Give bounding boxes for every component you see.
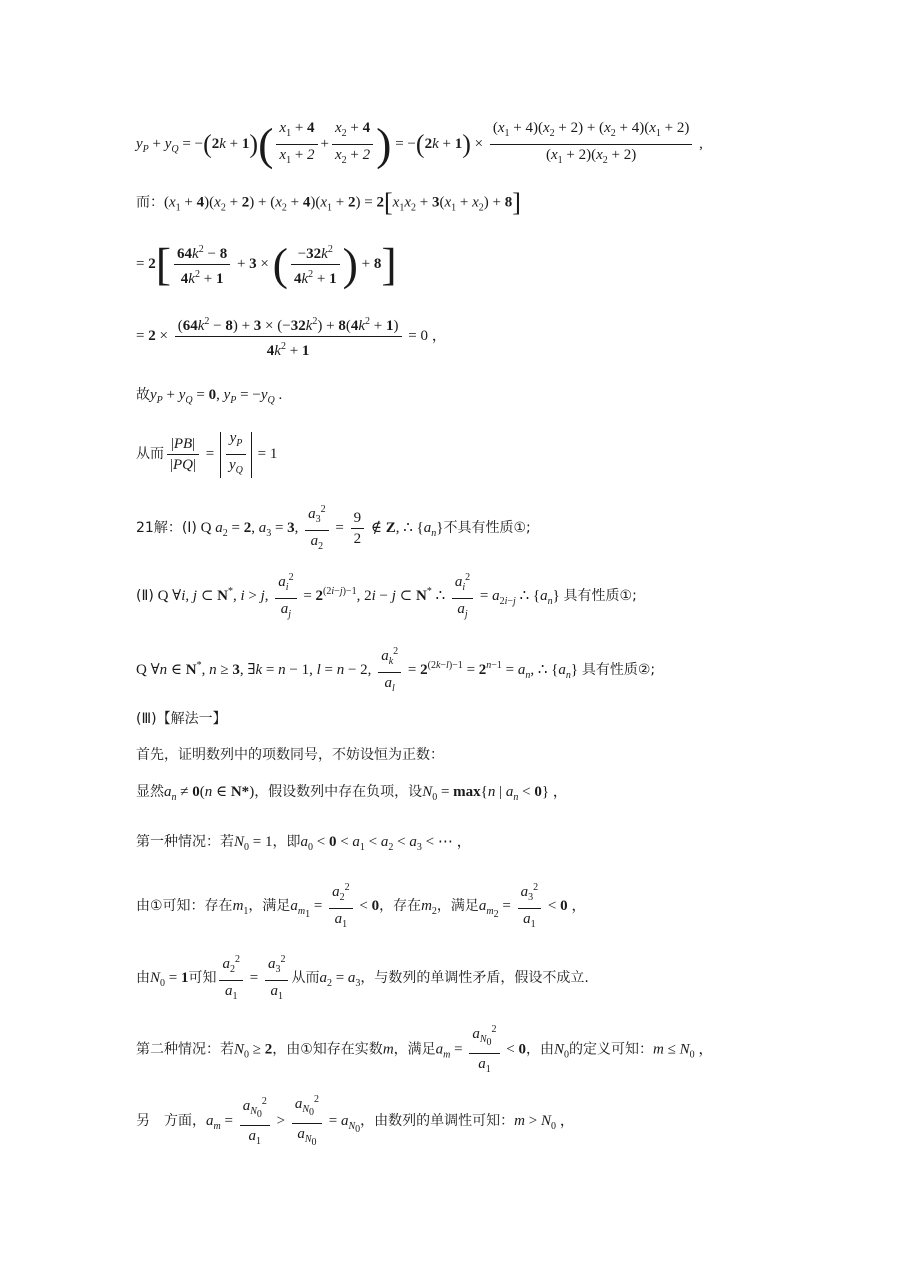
label-mono: ，由数列的单调性可知： — [360, 1112, 515, 1129]
label-conger2: 从而 — [291, 969, 320, 986]
label-has-prop2: 具有性质②; — [581, 661, 656, 678]
label-xianran: 显然 — [136, 784, 164, 800]
solution-21-part2-prop1: (Ⅱ) Q ∀i, j ⊂ N*, i > j, $\frac{a_i^2}{a_j}$ = $2^{(2i-j)-1}$, 2i − j ⊂ N* ∴ $\frac{a_i^2}{a_j}$ = $a_{2i-j}$ ∴ $\{a_n\}$ 具有性质①; — [136, 568, 637, 625]
conclusion-ratio: 从而 $\frac{|PB|}{|PQ|}$ = $\frac{y_P}{y_Q}$ = 1 — [136, 430, 278, 476]
label-cunzai: ，存在 — [379, 897, 422, 914]
label-kezhi: 可知 — [188, 969, 217, 986]
label-gu: 故 — [136, 387, 150, 403]
label-case1: 第一种情况：若 — [136, 834, 234, 850]
first-statement: 首先，证明数列中的项数同号，不妨设恒为正数： — [136, 747, 444, 763]
solution-21-part1: 21解：(Ⅰ) Q $a_2 = 2$, $a_3 = 3$, $\frac{a_3^2}{a_2}$ = $\frac{9}{2}$ ∉ Z, ∴ $\{a_n\}$不具有性质①; — [136, 500, 531, 557]
label-conger: 从而 — [136, 445, 164, 462]
assume-negative: 显然$a_n \ne 0(n$ ∈ N*)，假设数列中存在负项，设$N_0 = \max\{n$ | $a_n < 0$} ， — [136, 784, 568, 803]
equation-numerator-expansion: 而：$(x_1 + 4)(x_2 + 2) + (x_2 + 4)(x_1 + 2) = 2[x_1x_2 + 3(x_1 + x_2) + 8]$ — [136, 188, 521, 217]
label-manzu: ，满足 — [248, 897, 291, 914]
label-part2: (Ⅱ) — [136, 587, 154, 604]
part3-heading: (Ⅲ)【解法一】 — [136, 711, 227, 727]
label-case2b: ，由①知存在实数 — [272, 1041, 383, 1058]
case1-statement: 第一种情况：若$N_0 = 1$，即$a_0 < 0 < a_1 < a_2 < a_3$ < ⋯ ， — [136, 834, 472, 853]
label-from1: 由①可知：存在 — [136, 897, 233, 914]
case1-contradiction: 由$N_0 = 1$可知 $\frac{a_2^2}{a_1}$ = $\frac{a_3^2}{a_1}$ 从而$a_2 = a_3$，与数列的单调性矛盾，假设不成立. — [136, 950, 589, 1007]
label-assume: ，假设数列中存在负项，设 — [254, 784, 423, 800]
equation-yp-plus-yq: $y_P + y_Q = -(2k + 1)$( $\frac{x_1 + 4}{x_1 + 2}$ + $\frac{x_2 + 4}{x_2 + 2}$ ) = −(2k + 1) × $\frac{(x_1 + 4)(x_2 + 2) + (x_2 + 4)(x_1 + 2)}{(x_1 + 2)(x_2 + 2)}$ , — [136, 118, 703, 170]
case2-statement: 第二种情况：若$N_0 \ge 2$，由①知存在实数m，满足$a_m$ = $\frac{a_{N_0}^2}{a_1}$ < 0，由$N_0$的定义可知：$m \le N_0$ ， — [136, 1020, 713, 1080]
label-case2e: 的定义可知： — [569, 1041, 654, 1058]
label-contradict: ，与数列的单调性矛盾，假设不成立. — [360, 969, 589, 986]
label-case2d: ，由 — [526, 1041, 554, 1058]
other-side: 另 方面，$a_m$ = $\frac{a_{N_0}^2}{a_1}$ > $\frac{a_{N_0}^2}{a_{N_0}}$ = $a_{N_0}$，由数列的单调性可知：$m > N_0$ ， — [136, 1090, 575, 1153]
label-sol21: 21解：(Ⅰ) — [136, 519, 197, 536]
label-other: 另 方面， — [136, 1112, 206, 1129]
equation-equals-zero: = 2 × $\frac{(64k^2 - 8) + 3 \times (-32k^2) + 8(4k^2 + 1)}{4k^2 + 1}$ = 0 ， — [136, 312, 447, 361]
label-has-prop1: 具有性质①; — [563, 587, 637, 604]
label-case2: 第二种情况：若 — [136, 1041, 234, 1058]
label-case1b: ，即 — [272, 834, 301, 850]
solution-21-part2-prop2: Q ∀n ∈ N*, n ≥ 3, ∃k = n − 1, l = n − 2, $\frac{a_k^2}{a_l}$ = $2^{(2k-l)-1} = 2^{n-1} = a_n$, ∴ $\{a_n\}$ 具有性质②; — [136, 642, 655, 699]
conclusion-yp-equals-minus-yq: 故$y_P + y_Q = 0$, $y_P = -y_Q$ . — [136, 387, 283, 406]
equation-substitution: = 2[ $\frac{64k^2 - 8}{4k^2 + 1}$ + 3 × ( $\frac{-32k^2}{4k^2 + 1}$ ) + 8] — [136, 238, 397, 290]
label-not-prop1: 不具有性质①; — [443, 519, 531, 536]
label-er: 而： — [136, 194, 164, 211]
label-you: 由 — [136, 969, 150, 986]
label-case2c: ，满足 — [393, 1041, 436, 1058]
case1-existence: 由①可知：存在$m_1$，满足$a_{m_1}$ = $\frac{a_2^2}{a_1}$ < 0，存在$m_2$，满足$a_{m_2}$ = $\frac{a_3^2}{a_1}$ < 0 ， — [136, 878, 586, 935]
label-manzu2: ，满足 — [436, 897, 479, 914]
